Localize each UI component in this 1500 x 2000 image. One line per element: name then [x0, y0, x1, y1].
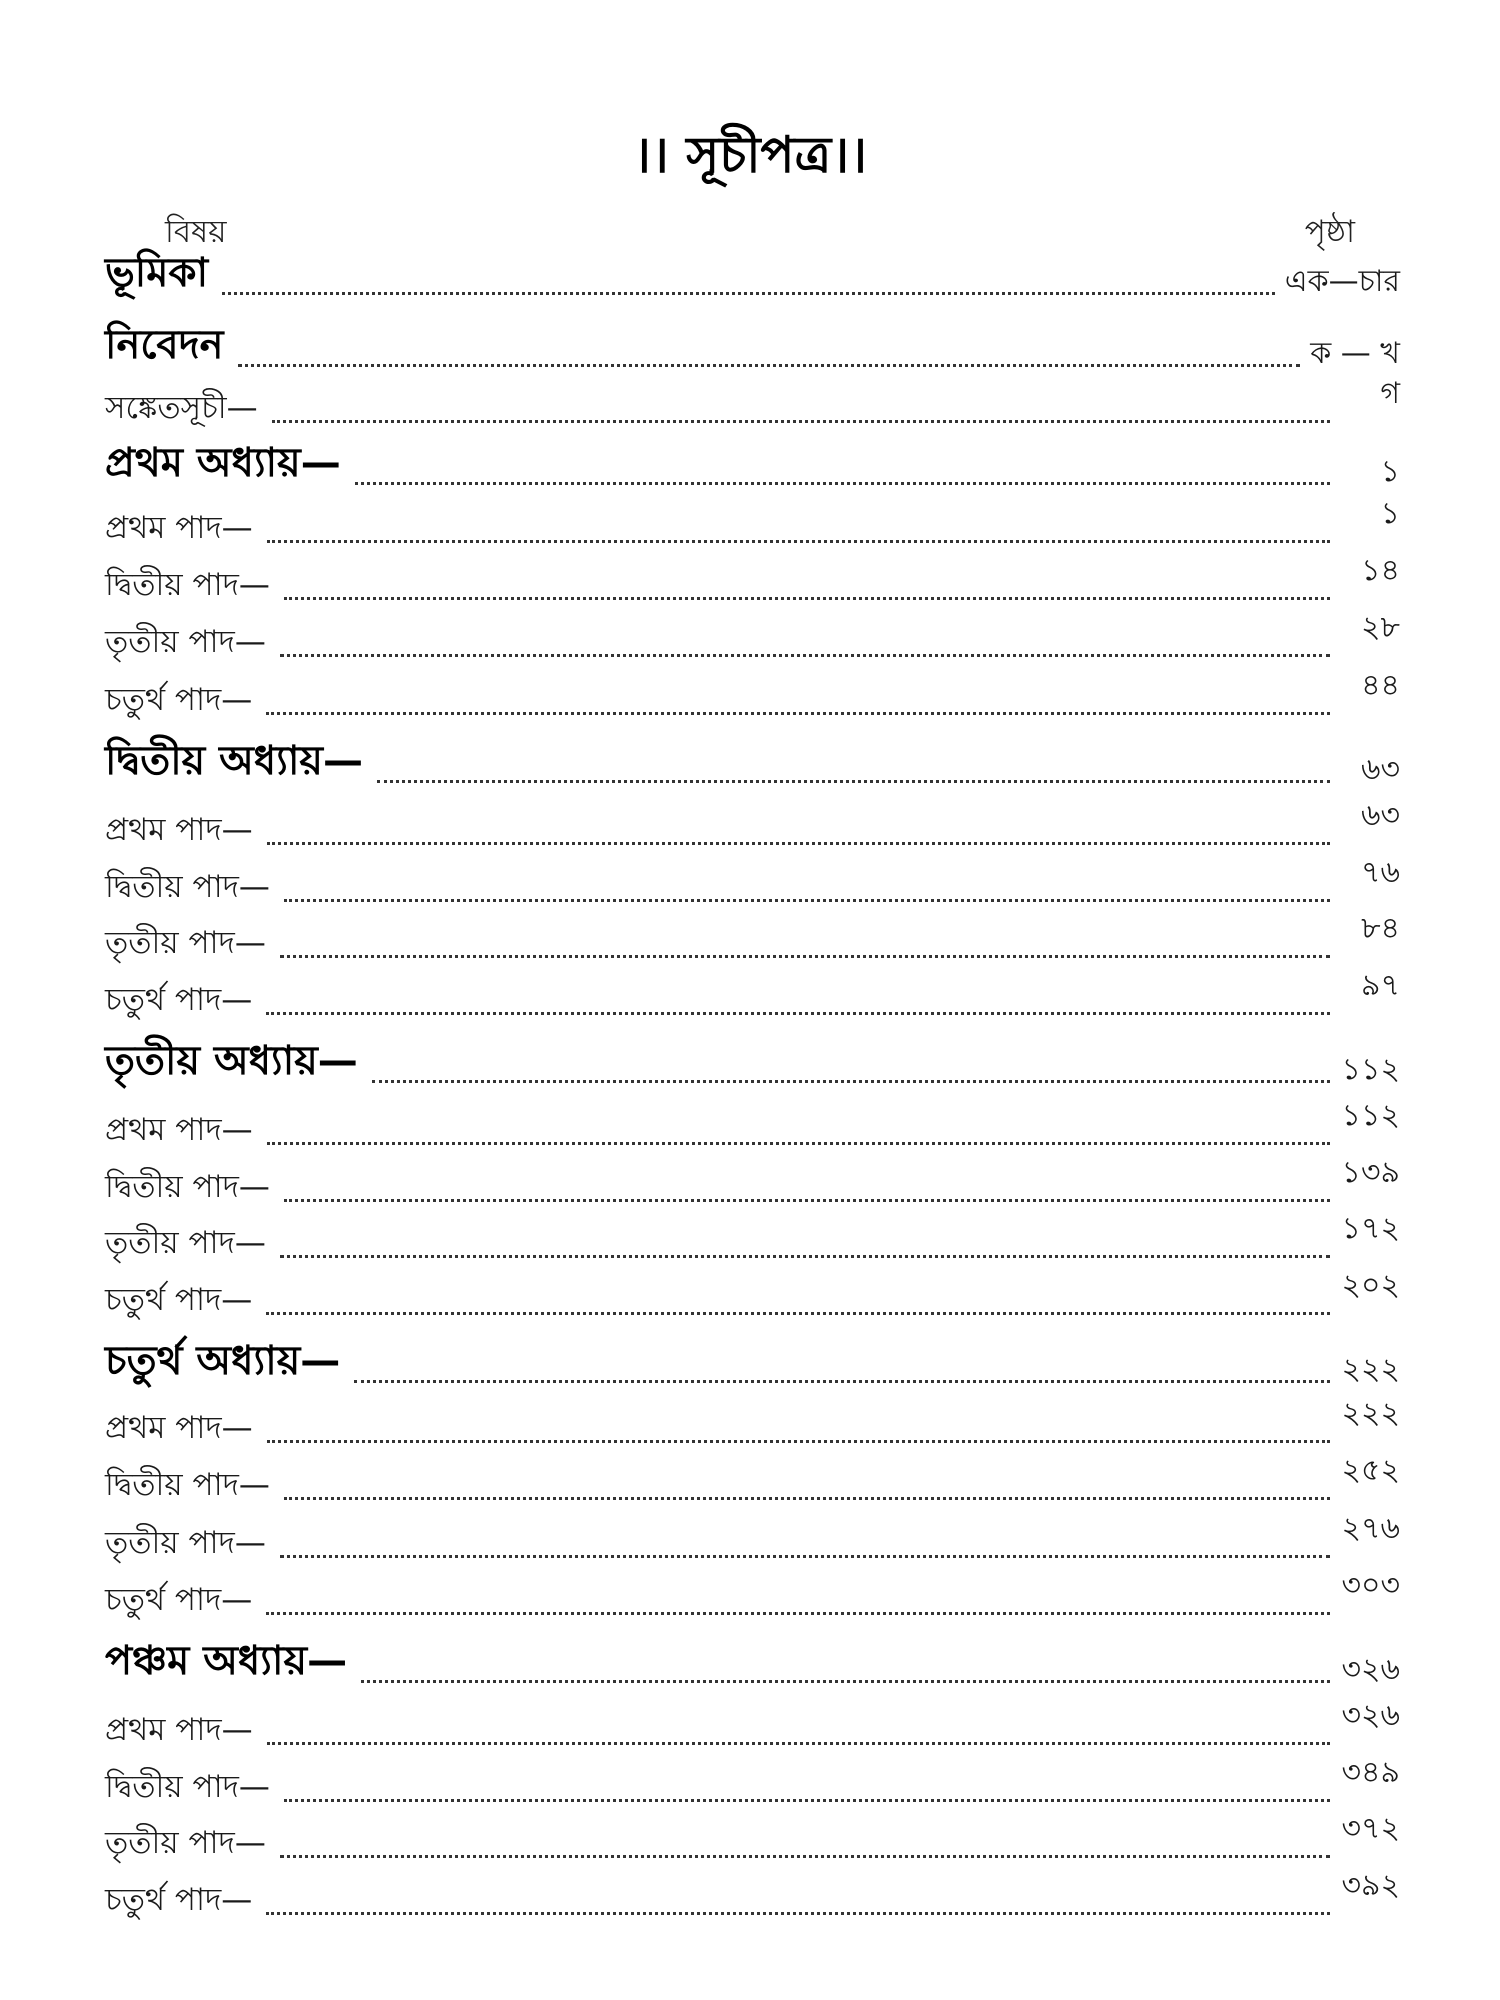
- toc-entry-label: তৃতীয় অধ্যায়—: [105, 1038, 358, 1084]
- toc-entry-label: দ্বিতীয় পাদ—: [105, 1467, 270, 1503]
- toc-entry-page: ২২২: [1341, 1396, 1400, 1431]
- toc-entry-page: ৭৬: [1360, 855, 1400, 890]
- toc-entry-label: তৃতীয় পাদ—: [105, 925, 266, 961]
- toc-entry-page: ১: [1380, 454, 1400, 489]
- toc-entry-label: তৃতীয় পাদ—: [105, 1825, 266, 1861]
- toc-entry-page: ৩০৩: [1341, 1568, 1400, 1603]
- dot-leader: [377, 780, 1330, 783]
- dot-leader: [267, 1440, 1330, 1443]
- dot-leader: [266, 1312, 1330, 1315]
- toc-entry: [105, 1638, 1400, 1696]
- toc-entry: [105, 440, 1400, 498]
- toc-entry-label: দ্বিতীয় পাদ—: [105, 1769, 270, 1805]
- toc-entry-page: ২৮: [1361, 610, 1400, 645]
- toc-entry: [105, 1338, 1400, 1396]
- dot-leader: [266, 1912, 1330, 1915]
- dot-leader: [267, 1742, 1330, 1745]
- toc-entry: [105, 1757, 1400, 1815]
- toc-entry-page: ৩৯২: [1341, 1868, 1400, 1903]
- toc-entry: [105, 1813, 1400, 1871]
- toc-entry-label: দ্বিতীয় পাদ—: [105, 567, 270, 603]
- toc-entry-label: প্রথম অধ্যায়—: [105, 440, 341, 486]
- toc-entry-page: ২২২: [1341, 1352, 1400, 1387]
- toc-entry-label: পঞ্চম অধ্যায়—: [105, 1638, 348, 1684]
- dot-leader: [280, 1855, 1330, 1858]
- toc-entry: [105, 857, 1400, 915]
- dot-leader: [266, 712, 1330, 715]
- toc-entry-page: ৯৭: [1361, 968, 1400, 1003]
- toc-entry: [105, 970, 1400, 1028]
- dot-leader: [280, 1555, 1330, 1558]
- toc-entry: [105, 250, 1400, 308]
- dot-leader: [280, 1255, 1330, 1258]
- toc-entry: [105, 1455, 1400, 1513]
- dot-leader: [372, 1080, 1330, 1083]
- toc-entry: [105, 322, 1400, 380]
- toc-entry-page: ৩২৬: [1341, 1652, 1400, 1687]
- toc-entry-page: ৬৩: [1360, 798, 1400, 833]
- toc-entry-label: নিবেদন: [105, 322, 224, 368]
- dot-leader: [284, 597, 1330, 600]
- toc-entry: [105, 670, 1400, 728]
- toc-entry-page: ১১২: [1341, 1098, 1400, 1133]
- toc-entry: [105, 1100, 1400, 1158]
- toc-entry: [105, 1570, 1400, 1628]
- toc-entry: [105, 1870, 1400, 1928]
- dot-leader: [354, 1380, 1330, 1383]
- toc-entry-page: ৬৩: [1360, 752, 1400, 787]
- toc-entry: [105, 378, 1400, 436]
- toc-entry-page: ২৫২: [1341, 1453, 1400, 1488]
- dot-leader: [284, 899, 1330, 902]
- toc-entry: [105, 1513, 1400, 1571]
- dot-leader: [267, 1142, 1330, 1145]
- toc-entry-label: তৃতীয় পাদ—: [105, 1225, 266, 1261]
- toc-entry-label: প্রথম পাদ—: [105, 1712, 253, 1748]
- dot-leader: [280, 654, 1330, 657]
- dot-leader: [266, 1612, 1330, 1615]
- toc-entry: [105, 1700, 1400, 1758]
- dot-leader: [222, 292, 1275, 295]
- toc-entry: [105, 498, 1400, 556]
- toc-entry-page: ৩৭২: [1341, 1811, 1400, 1846]
- toc-entry-page: ১১২: [1341, 1052, 1400, 1087]
- toc-entry-label: তৃতীয় পাদ—: [105, 1525, 266, 1561]
- dot-leader: [361, 1680, 1330, 1683]
- page-title: ।। সূচীপত্র।।: [633, 126, 867, 184]
- toc-entry-label: সঙ্কেতসূচী—: [105, 390, 258, 426]
- toc-entry-page: ক — খ: [1310, 336, 1400, 371]
- dot-leader: [284, 1799, 1330, 1802]
- dot-leader: [284, 1199, 1330, 1202]
- toc-entry-page: ৪৪: [1361, 668, 1400, 703]
- toc-entry-label: চতুর্থ পাদ—: [105, 682, 253, 718]
- toc-entry-page: ২০২: [1341, 1268, 1400, 1303]
- toc-entry-label: প্রথম পাদ—: [105, 1112, 253, 1148]
- subject-column-header: বিষয়: [165, 214, 227, 250]
- toc-entry-label: চতুর্থ পাদ—: [105, 1582, 253, 1618]
- toc-entry-label: দ্বিতীয় অধ্যায়—: [105, 738, 363, 784]
- toc-entry: [105, 913, 1400, 971]
- toc-entry: [105, 1157, 1400, 1215]
- toc-entry-label: ভূমিকা: [105, 250, 209, 296]
- toc-entry-label: তৃতীয় পাদ—: [105, 624, 266, 660]
- toc-entry: [105, 800, 1400, 858]
- dot-leader: [238, 364, 1301, 367]
- toc-entry-page: ৩২৬: [1341, 1698, 1400, 1733]
- toc-entry-page: ১৩৯: [1341, 1155, 1400, 1190]
- toc-entry-page: ১৪: [1361, 553, 1400, 588]
- dot-leader: [267, 842, 1330, 845]
- dot-leader: [280, 955, 1330, 958]
- toc-entry-label: দ্বিতীয় পাদ—: [105, 1169, 270, 1205]
- toc-entry: [105, 1038, 1400, 1096]
- dot-leader: [272, 420, 1330, 423]
- toc-entry-page: ২৭৬: [1341, 1511, 1400, 1546]
- toc-entry: [105, 1398, 1400, 1456]
- toc-entry: [105, 738, 1400, 796]
- toc-entry: [105, 612, 1400, 670]
- page-column-header: পৃষ্ঠা: [1304, 214, 1355, 250]
- toc-entry-label: চতুর্থ পাদ—: [105, 982, 253, 1018]
- toc-entry-page: এক—চার: [1284, 264, 1400, 299]
- toc-entry: [105, 1213, 1400, 1271]
- toc-entry: [105, 1270, 1400, 1328]
- toc-entry-label: চতুর্থ পাদ—: [105, 1882, 253, 1918]
- toc-entry-label: প্রথম পাদ—: [105, 812, 253, 848]
- toc-entry-label: চতুর্থ অধ্যায়—: [105, 1338, 341, 1384]
- dot-leader: [267, 540, 1330, 543]
- dot-leader: [284, 1497, 1330, 1500]
- dot-leader: [355, 482, 1330, 485]
- toc-entry-page: গ: [1380, 376, 1400, 411]
- toc-entry-label: চতুর্থ পাদ—: [105, 1282, 253, 1318]
- dot-leader: [266, 1012, 1330, 1015]
- toc-entry-page: ৩৪৯: [1341, 1755, 1400, 1790]
- toc-entry-page: ১: [1380, 496, 1400, 531]
- toc-entry-label: দ্বিতীয় পাদ—: [105, 869, 270, 905]
- toc-entry-label: প্রথম পাদ—: [105, 510, 253, 546]
- toc-entry-page: ১৭২: [1341, 1211, 1400, 1246]
- toc-entry: [105, 555, 1400, 613]
- toc-entry-label: প্রথম পাদ—: [105, 1410, 253, 1446]
- toc-entry-page: ৮৪: [1361, 911, 1400, 946]
